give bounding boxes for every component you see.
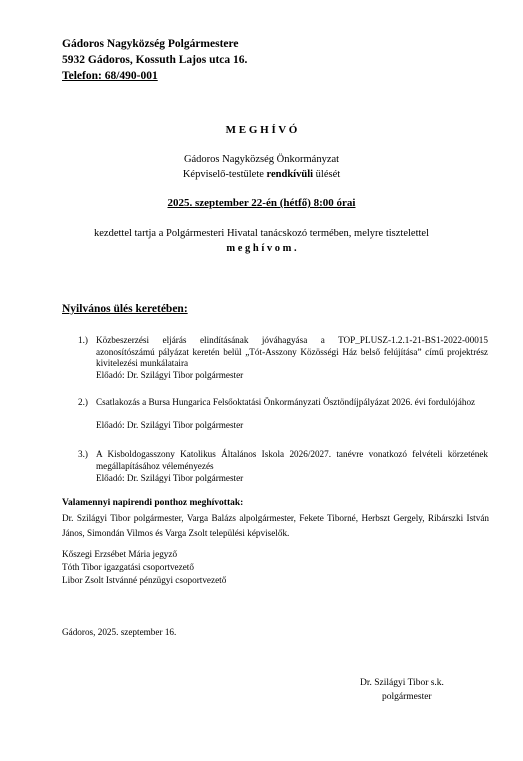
intro-body-prefix: Képviselő-testülete (182, 169, 267, 180)
official-notary: Kőszegi Erzsébet Mária jegyző (62, 549, 178, 559)
document-title: M E G H Í V Ó (225, 124, 298, 136)
agenda-item-3-text: A Kisboldogasszony Katolikus Általános Iskola 2026/2027. tanévre vonatkozó felvételi körzetének megállapításához véleményezés (96, 449, 488, 471)
intro-body-suffix: ülését (313, 169, 341, 180)
official-admin-head: Tóth Tibor igazgatási csoportvezető (62, 562, 194, 572)
agenda-item-1-number: 1.) (78, 335, 88, 345)
place-date: Gádoros, 2025. szeptember 16. (62, 627, 177, 637)
agenda-item-1-text: Közbeszerzési eljárás elindításának jóváhagyása a TOP_PLUSZ-1.2.1-21-BS1-2022-00015 azonosítószámú pályázat keretén belül „Tót-Asszony Közösségi Ház belső felújítása” című projektrész kivitelezési munkálataira (96, 335, 488, 368)
intro-body (0, 169, 523, 180)
agenda-item-2-number: 2.) (78, 397, 88, 407)
agenda-item-2-text: Csatlakozás a Bursa Hungarica Felsőoktatási Önkormányzati Ösztöndíjpályázat 2026. évi fordulójához (96, 397, 476, 407)
header-address: 5932 Gádoros, Kossuth Lajos utca 16. (62, 54, 248, 66)
signature-role: polgármester (382, 692, 432, 702)
invite-line: kezdettel tartja a Polgármesteri Hivatal tanácskozó termében, melyre tisztelettel (94, 228, 429, 239)
signature-name: Dr. Szilágyi Tibor s.k. (360, 678, 444, 688)
header-phone: Telefon: 68/490-001 (62, 70, 158, 82)
invitees-text: Dr. Szilágyi Tibor polgármester, Varga Balázs alpolgármester, Fekete Tiborné, Herbszt Gergely, Ribárszki István János, Simondán Vilmos és Varga Zsolt települési képviselők. (62, 513, 489, 538)
agenda-item-3-number: 3.) (78, 449, 88, 459)
invitees-heading: Valamennyi napirendi ponthoz meghívottak: (62, 498, 244, 508)
official-finance-head: Libor Zsolt Istvánné pénzügyi csoportvezető (62, 575, 227, 585)
agenda-item-1-presenter: Előadó: Dr. Szilágyi Tibor polgármester (96, 370, 244, 380)
meeting-date: 2025. szeptember 22-én (hétfő) 8:00 órai (167, 197, 356, 209)
agenda-item-2-presenter: Előadó: Dr. Szilágyi Tibor polgármester (96, 420, 244, 430)
section-title: Nyilvános ülés keretében: (62, 303, 188, 315)
invite-bold: m e g h í v o m . (226, 243, 297, 254)
intro-org: Gádoros Nagyközség Önkormányzat (183, 154, 340, 165)
intro-body-bold: rendkívüli (266, 169, 314, 180)
header-org: Gádoros Nagyközség Polgármestere (62, 38, 239, 50)
agenda-item-3-presenter: Előadó: Dr. Szilágyi Tibor polgármester (96, 473, 244, 483)
